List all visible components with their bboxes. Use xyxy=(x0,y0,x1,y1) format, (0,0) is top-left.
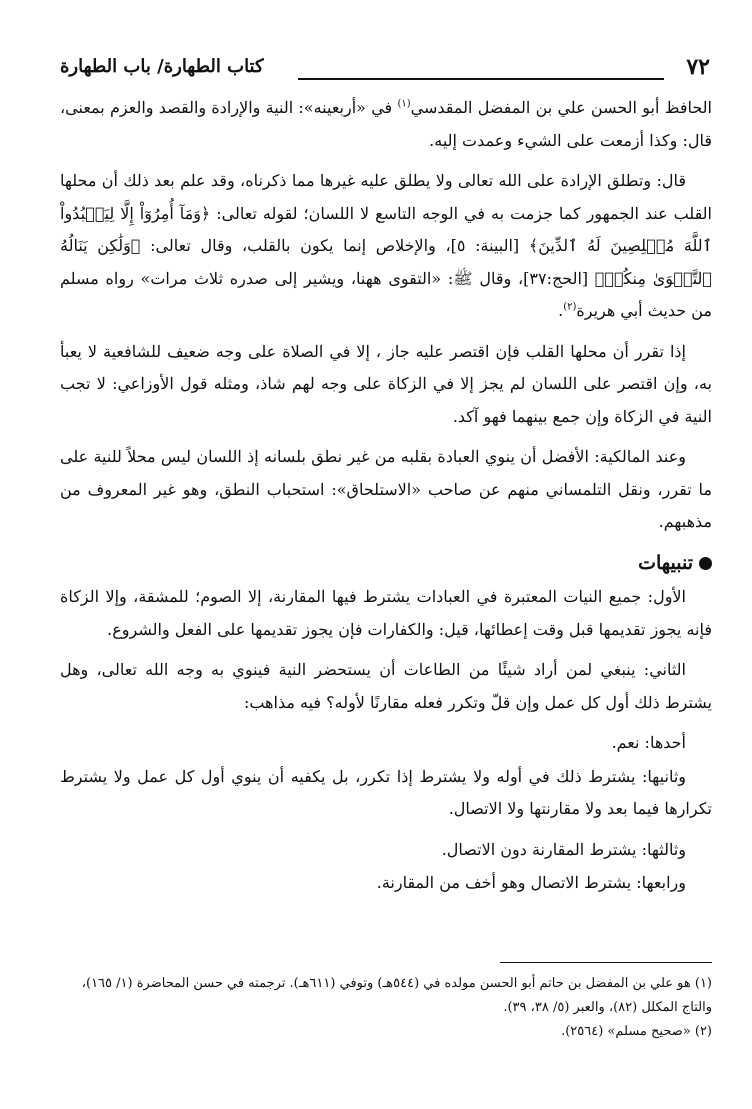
paragraph-malikiyya: وعند المالكية: الأفضل أن ينوي العبادة بقلبه من غير نطق بلسانه إذ اللسان ليس محلاً للنية على ما تقرر، ونقل التلمساني منهم عن صاحب «الاستلحاق»: استحباب النطق، وهو غير المعروف من مذهبهم. xyxy=(60,447,713,531)
paragraph-intro-text: الحافظ أبو الحسن علي بن المفضل المقدسي xyxy=(410,98,713,117)
paragraph-intention-place-text: قال: وتطلق الإرادة على الله تعالى ولا يطلق عليه غيرها مما ذكرناه، وقد علم بعد ذلك أن محلها القلب عند الجمهور كما جزمت به في الوجه التاسع لا اللسان؛ لقوله تعالى: ﴿وَمَآ أُمِرُوٓاْ إِلَّا لِيَعۡبُدُواْ ٱللَّهَ مُخۡلِصِينَ لَهُ ٱلدِّينَ﴾ [البينة: ٥]، والإخلاص إنما يكون بالقلب، وقال تعالى: ﴿وَلَٰكِن يَنَالُهُ ٱلتَّقۡوَىٰ مِنكُمۡ﴾ [الحج:٣٧]، وقال ﷺ: «التقوى ههنا، ويشير إلى صدره ثلاث مرات» رواه مسلم من حديث أبي هريرة xyxy=(60,171,712,320)
header-rule xyxy=(298,78,664,80)
note-first: الأول: جميع النيات المعتبرة في العبادات يشترط فيها المقارنة، إلا الصوم؛ للمشقة، وإلا الزكاة فإنه يجوز تقديمها قبل وقت إعطائها، قيل: والكفارات فإن يجوز تقديمها على الفعل والشروع. xyxy=(60,587,712,639)
footnote-1: (١) هو علي بن المفضل بن حاتم أبو الحسن مولده في (٥٤٤هـ) وتوفي (٦١١هـ). ترجمته في حسن المحاضرة (١/ ١٦٥)، والتاج المكلل (٨٢)، والعبر (٥/ ٣٨، ٣٩). xyxy=(81,976,712,1015)
page-body xyxy=(60,92,712,901)
paragraph-intro-rest: في «أربعينه»: النية والإرادة والقصد والعزم بمعنى، قال: وكذا أزمعت على الشيء وعمدت إليه. xyxy=(60,98,712,150)
opinion-first: أحدها: نعم. xyxy=(611,733,686,752)
paragraph-intro xyxy=(60,92,712,157)
paragraph-intention-place xyxy=(60,165,712,328)
paragraph-intention-place-end: . xyxy=(558,301,564,320)
opinion-third: وثالثها: يشترط المقارنة دون الاتصال. xyxy=(441,839,686,859)
heading-bullet-icon xyxy=(699,557,712,570)
note-second: الثاني: ينبغي لمن أراد شيئًا من الطاعات أن يستحضر النية فينوي به وجه الله تعالى، وهل يشترط ذلك أول كل عمل وإن قلّ وتكرر فعله مقارنًا لأوله؟ فيه مذاهب: xyxy=(60,660,712,712)
opinion-second: وثانيها: يشترط ذلك في أوله ولا يشترط إذا تكرر، بل يكفيه أن ينوي أول كل عمل ولا يشترط تكرارها فيما بعد ولا مقارنتها ولا الاتصال. xyxy=(60,766,712,818)
section-heading-text: تنبيهات xyxy=(638,551,693,574)
footnote-list xyxy=(60,972,712,1044)
running-title: كتاب الطهارة/ باب الطهارة xyxy=(60,56,264,77)
footnote-rule xyxy=(500,962,712,963)
paragraph-heart-tongue: إذا تقرر أن محلها القلب فإن اقتصر عليه جاز ، إلا في الصلاة على وجه ضعيف للشافعية لا يعبأ به، وإن اقتصر على اللسان لم يجز إلا في الزكاة على وجه لهم شاذ، ومثله قول الأوزاعي: لا تجب النية في الزكاة وإن جمع بينهما فهو آكد. xyxy=(60,341,712,426)
page-number: ٧٢ xyxy=(686,54,710,80)
footnote-ref-1[interactable]: (١) xyxy=(397,98,411,110)
section-heading xyxy=(60,547,712,580)
footnote-ref-2[interactable]: (٢) xyxy=(563,301,577,313)
opinion-fourth: ورابعها: يشترط الاتصال وهو أخف من المقارنة. xyxy=(376,873,686,892)
footnote-2: (٢) «صحيح مسلم» (٢٥٦٤). xyxy=(561,1024,712,1039)
page-header xyxy=(60,52,710,88)
